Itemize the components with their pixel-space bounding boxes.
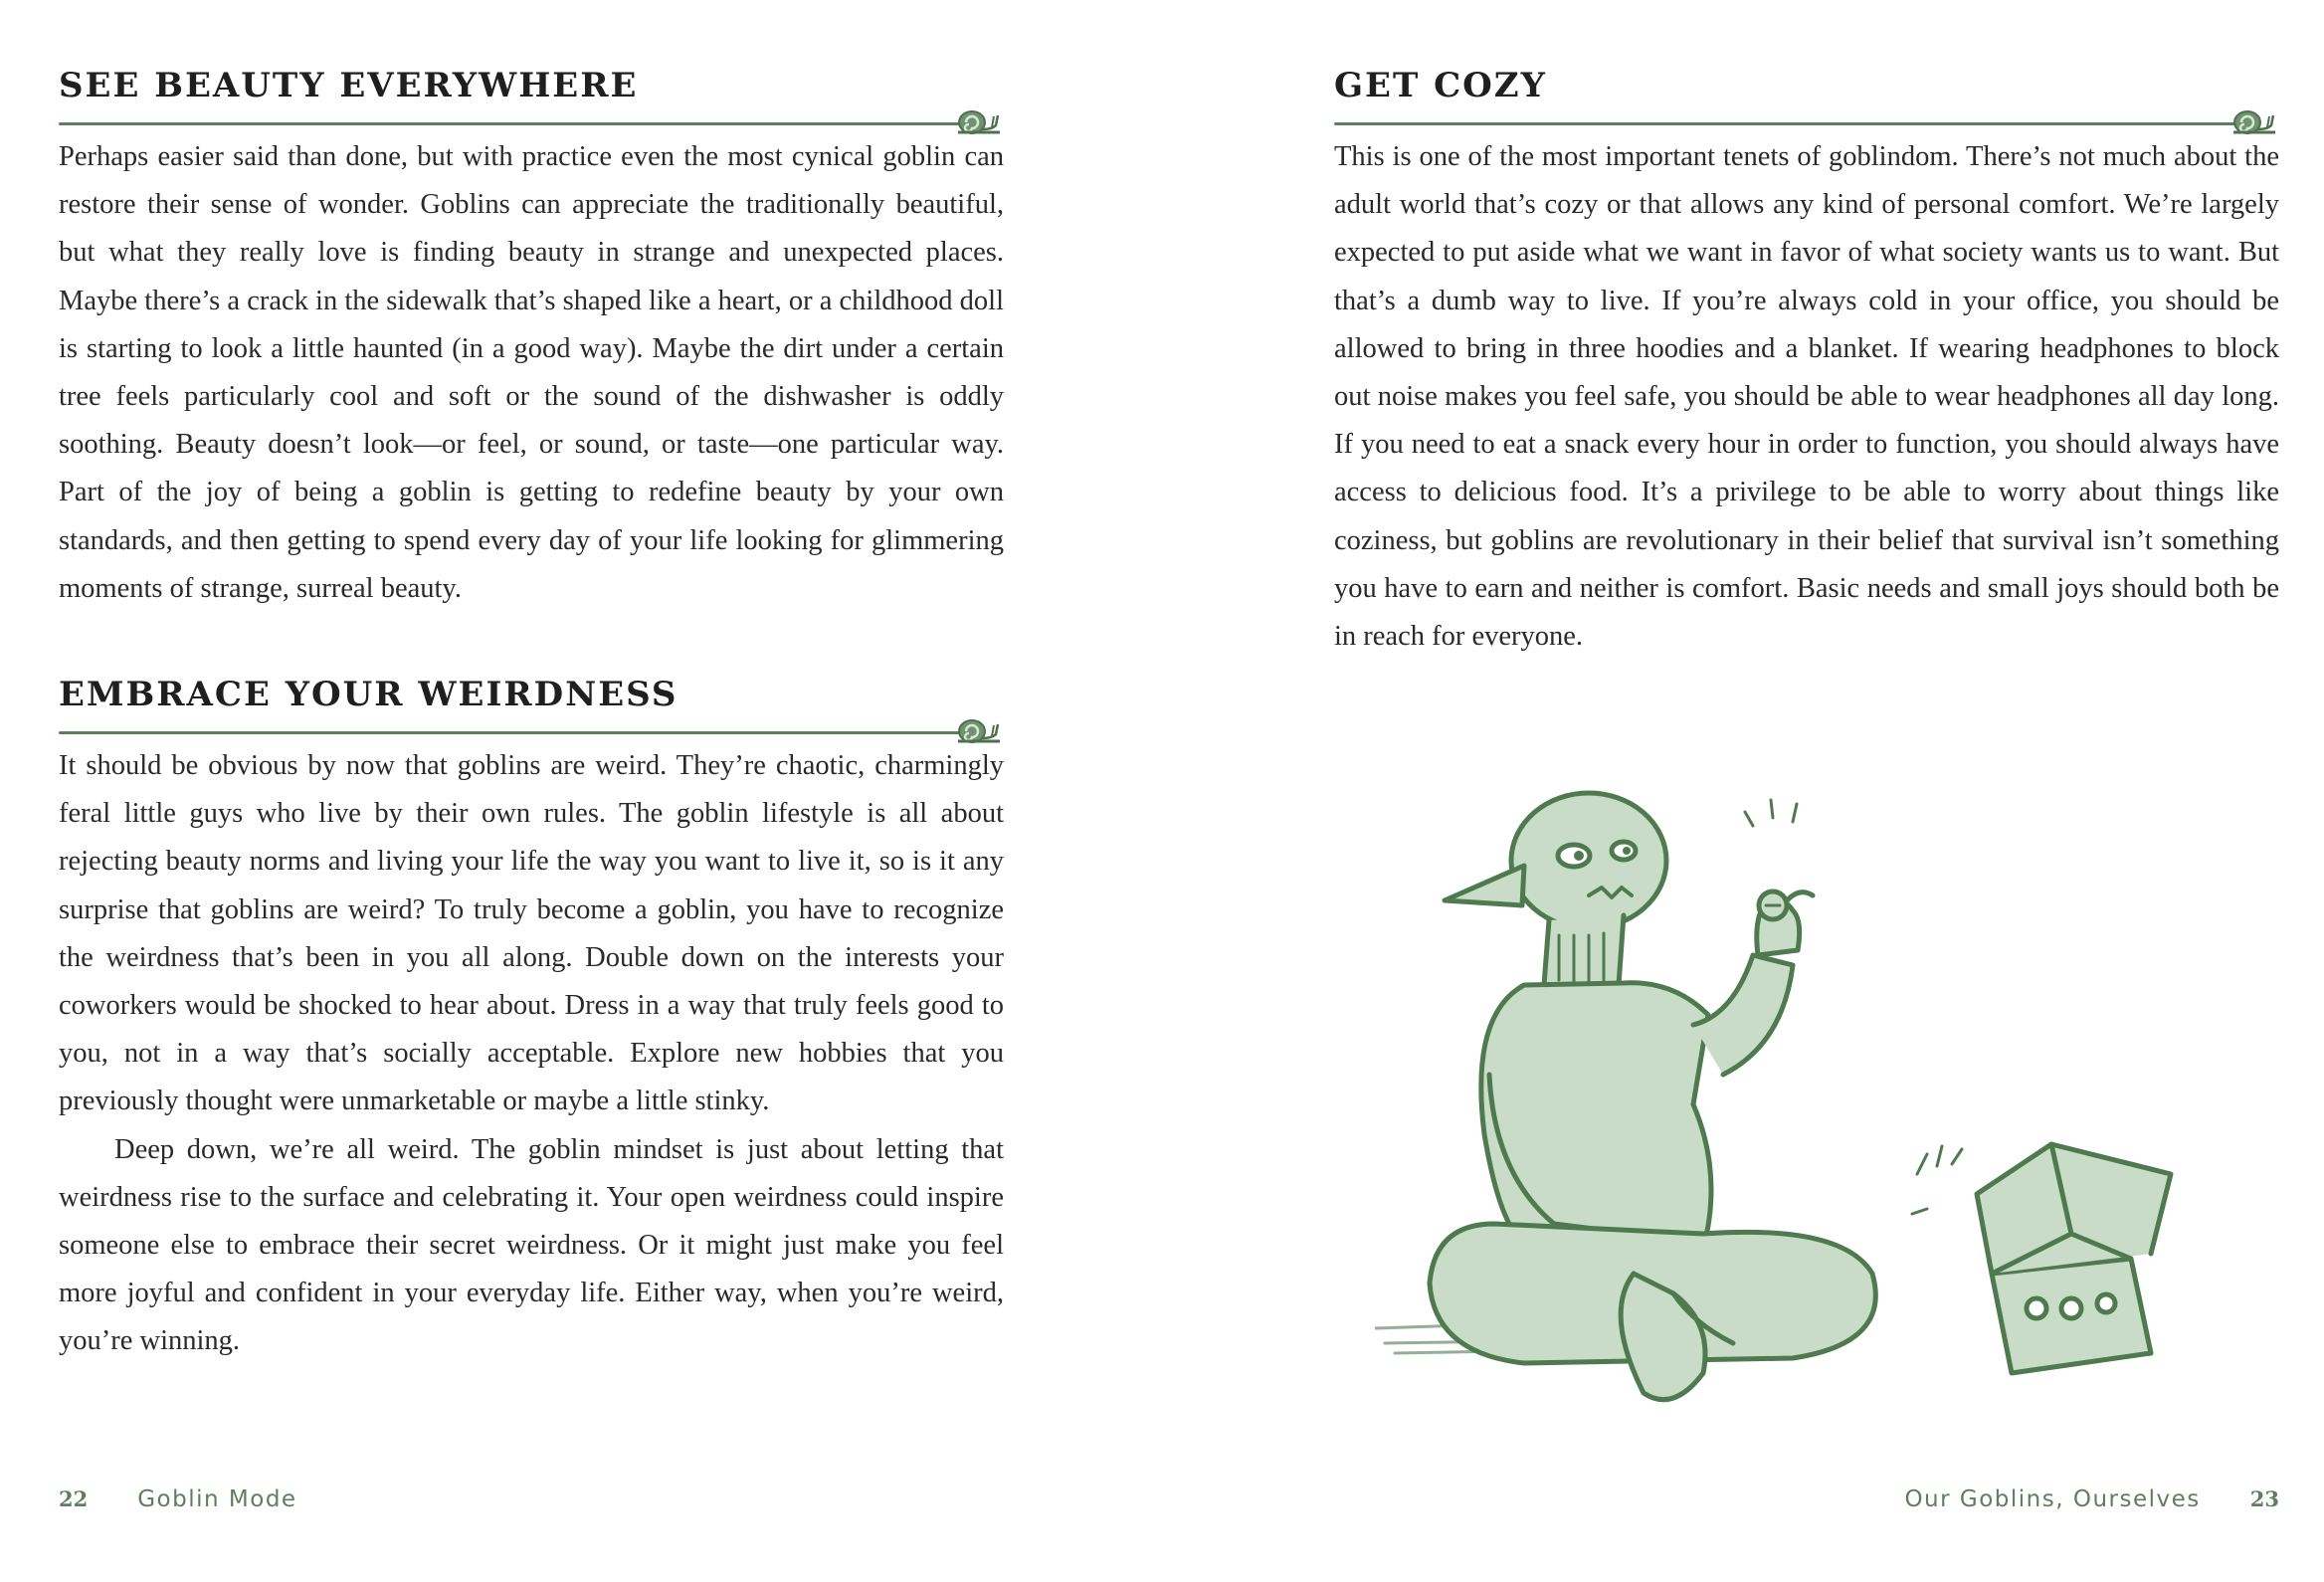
goblin-illustration [1375, 756, 2250, 1473]
heading-rule [59, 107, 1004, 137]
left-page [59, 0, 1004, 1582]
right-footer [1904, 1484, 2279, 1514]
rule-line [59, 731, 960, 734]
paragraph: This is one of the most important tenets of goblindom. There’s not much about the adult world that’s cozy or that allows any kind of personal comfort. We’re largely expected to put aside what we want in favor of what society wants us to want. But that’s a dumb way to live. If you’re always cold in your office, you should be allowed to bring in three hoodies and a blanket. If wearing headphones to block out noise makes you feel safe, you should be able to wear headphones all day long. If you need to eat a snack every hour in order to function, you should always have access to delicious food. It’s a privilege to be able to worry about things like coziness, but goblins are revolutionary in their belief that survival isn’t something you have to earn and neither is comfort. Basic needs and small joys should both be in reach for everyone. [1334, 141, 2279, 653]
snail-icon [2227, 107, 2279, 137]
rule-line [59, 122, 960, 125]
section-heading: SEE BEAUTY EVERYWHERE [59, 66, 639, 105]
heading-rule [59, 716, 1004, 746]
rule-line [1334, 122, 2235, 125]
page-number: 22 [59, 1486, 89, 1511]
paragraph: Deep down, we’re all weird. The goblin mindset is just about letting that weirdness rise to the surface and celebrating it. Your open weirdness could inspire someone else to embrace their secret weirdness. Or it might just make you feel more joyful and confident in your everyday life. Either way, when you’re weird, you’re winning. [59, 1133, 1004, 1357]
section-embrace-weirdness [59, 673, 1004, 1366]
section-heading: GET COZY [1334, 66, 1547, 105]
running-head: Our Goblins, Ourselves [1904, 1486, 2201, 1512]
page-number: 23 [2249, 1486, 2279, 1511]
snail-icon [952, 716, 1004, 746]
snail-icon [952, 107, 1004, 137]
paragraph: Perhaps easier said than done, but with practice even the most cynical goblin can restore their sense of wonder. Goblins can appreciate the traditionally beautiful, but what they really love is finding beauty in strange and unexpected places. Maybe there’s a crack in the sidewalk that’s shaped like a heart, or a childhood doll is starting to look a little haunted (in a good way). Maybe the dirt under a certain tree feels particularly cool and soft or the sound of the dishwasher is oddly soothing. Beauty doesn’t look—or feel, or sound, or taste—one particular way. Part of the joy of being a goblin is getting to redefine beauty by your own standards, and then getting to spend every day of your life looking for glimmering moments of strange, surreal beauty. [59, 141, 1004, 604]
section-heading: EMBRACE YOUR WEIRDNESS [59, 675, 678, 714]
running-head: Goblin Mode [137, 1486, 297, 1512]
section-get-cozy [1334, 64, 2279, 661]
section-see-beauty [59, 64, 1004, 613]
heading-rule [1334, 107, 2279, 137]
paragraph: It should be obvious by now that goblins are weird. They’re chaotic, charmingly feral little guys who live by their own rules. The goblin lifestyle is all about rejecting beauty norms and living your life the way you want to live it, so is it any surprise that goblins are weird? To truly become a goblin, you have to recognize the weirdness that’s been in you all along. Double down on the interests your coworkers would be shocked to hear about. Dress in a way that truly feels good to you, not in a way that’s socially acceptable. Explore new hobbies that you previously thought were unmarketable or maybe a little stinky. [59, 750, 1004, 1117]
left-footer [59, 1484, 297, 1514]
